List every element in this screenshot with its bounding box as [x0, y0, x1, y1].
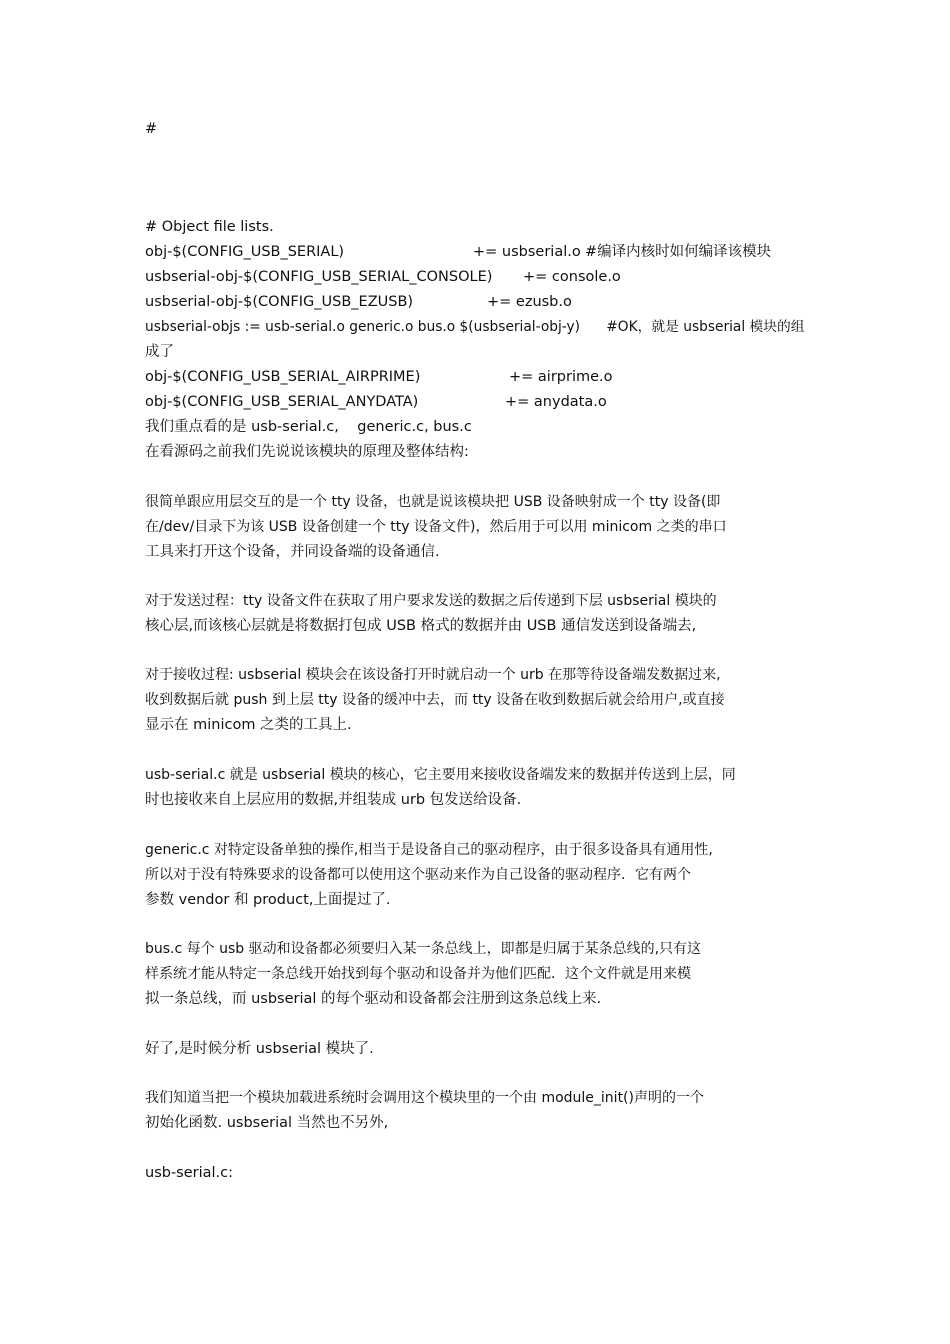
makefile-target: obj-$(CONFIG_USB_SERIAL): [145, 244, 345, 260]
paragraph: [145, 838, 807, 913]
makefile-target: obj-$(CONFIG_USB_SERIAL_ANYDATA): [145, 394, 419, 410]
makefile-object: += anydata.o: [505, 394, 607, 410]
makefile-row: [145, 265, 807, 290]
makefile-row: [145, 290, 807, 315]
makefile-object: += usbserial.o: [473, 244, 581, 260]
makefile-target: usbserial-obj-$(CONFIG_USB_SERIAL_CONSOLE): [145, 269, 493, 285]
header-hash: #: [145, 121, 158, 137]
makefile-row: [145, 240, 807, 265]
makefile-object: += ezusb.o: [487, 294, 572, 310]
paragraph-line: 工具来打开这个设备，并同设备端的设备通信.: [145, 544, 440, 560]
objs-line: usbserial-objs := usb-serial.o generic.o bus.o $(usbserial-obj-y) #OK，就是 usbserial 模块的组: [145, 319, 805, 335]
paragraph-line: 对于发送过程：tty 设备文件在获取了用户要求发送的数据之后传递到下层 usbserial 模块的: [145, 593, 717, 609]
paragraph-line: 我们知道当把一个模块加载进系统时会调用这个模块里的一个由 module_init()声明的一个: [145, 1090, 704, 1106]
paragraph-line: 所以对于没有特殊要求的设备都可以使用这个驱动来作为自己设备的驱动程序．它有两个: [145, 867, 691, 883]
paragraph-line: 在/dev/目录下为该 USB 设备创建一个 tty 设备文件)，然后用于可以用 minicom 之类的串口: [145, 519, 727, 535]
makefile-row: [145, 390, 807, 415]
paragraph: [145, 490, 807, 565]
paragraph: [145, 763, 807, 813]
paragraph-line: bus.c 每个 usb 驱动和设备都必须要归入某一条总线上，即都是归属于某条总线的,只有这: [145, 941, 702, 957]
makefile-target: usbserial-obj-$(CONFIG_USB_EZUSB): [145, 294, 414, 310]
comment-line: # Object file lists.: [145, 219, 274, 235]
focus-line: 我们重点看的是 usb-serial.c, generic.c, bus.c: [145, 419, 472, 435]
makefile-object: += console.o: [523, 269, 621, 285]
paragraph-line: 时也接收来自上层应用的数据,并组装成 urb 包发送给设备.: [145, 792, 522, 808]
makefile-object: += airprime.o: [509, 369, 613, 385]
paragraph-line: usb-serial.c 就是 usbserial 模块的核心，它主要用来接收设备端发来的数据并传送到上层，同: [145, 767, 736, 783]
makefile-row: [145, 365, 807, 390]
paragraph-line: usb-serial.c:: [145, 1165, 234, 1181]
paragraph-line: 很简单跟应用层交互的是一个 tty 设备，也就是说该模块把 USB 设备映射成一个 tty 设备(即: [145, 494, 721, 510]
intro-line: 在看源码之前我们先说说该模块的原理及整体结构:: [145, 444, 469, 460]
paragraph-line: 对于接收过程: usbserial 模块会在该设备打开时就启动一个 urb 在那等待设备端发数据过来,: [145, 667, 721, 683]
paragraph-line: 显示在 minicom 之类的工具上.: [145, 717, 352, 733]
paragraph: [145, 1161, 807, 1186]
paragraph-line: 拟一条总线，而 usbserial 的每个驱动和设备都会注册到这条总线上来.: [145, 991, 602, 1007]
paragraph: [145, 1086, 807, 1136]
paragraph-line: 核心层,而该核心层就是将数据打包成 USB 格式的数据并由 USB 通信发送到设备端去,: [145, 618, 697, 634]
paragraph: [145, 589, 807, 639]
makefile-comment: #编译内核时如何编译该模块: [585, 244, 772, 260]
paragraph-line: 收到数据后就 push 到上层 tty 设备的缓冲中去，而 tty 设备在收到数据后就会给用户,或直接: [145, 692, 725, 708]
objs-line-continued: 成了: [145, 344, 174, 360]
paragraph: [145, 937, 807, 1012]
paragraph-line: generic.c 对特定设备单独的操作,相当于是设备自己的驱动程序，由于很多设备具有通用性,: [145, 842, 713, 858]
paragraph: [145, 663, 807, 738]
paragraph-line: 好了,是时候分析 usbserial 模块了.: [145, 1041, 374, 1057]
paragraph: [145, 1037, 807, 1062]
makefile-block: [145, 215, 807, 465]
paragraph-line: 初始化函数. usbserial 当然也不另外,: [145, 1115, 389, 1131]
paragraph-line: 样系统才能从特定一条总线开始找到每个驱动和设备并为他们匹配．这个文件就是用来模: [145, 966, 691, 982]
makefile-target: obj-$(CONFIG_USB_SERIAL_AIRPRIME): [145, 369, 421, 385]
paragraph-line: 参数 vendor 和 product,上面提过了.: [145, 892, 391, 908]
